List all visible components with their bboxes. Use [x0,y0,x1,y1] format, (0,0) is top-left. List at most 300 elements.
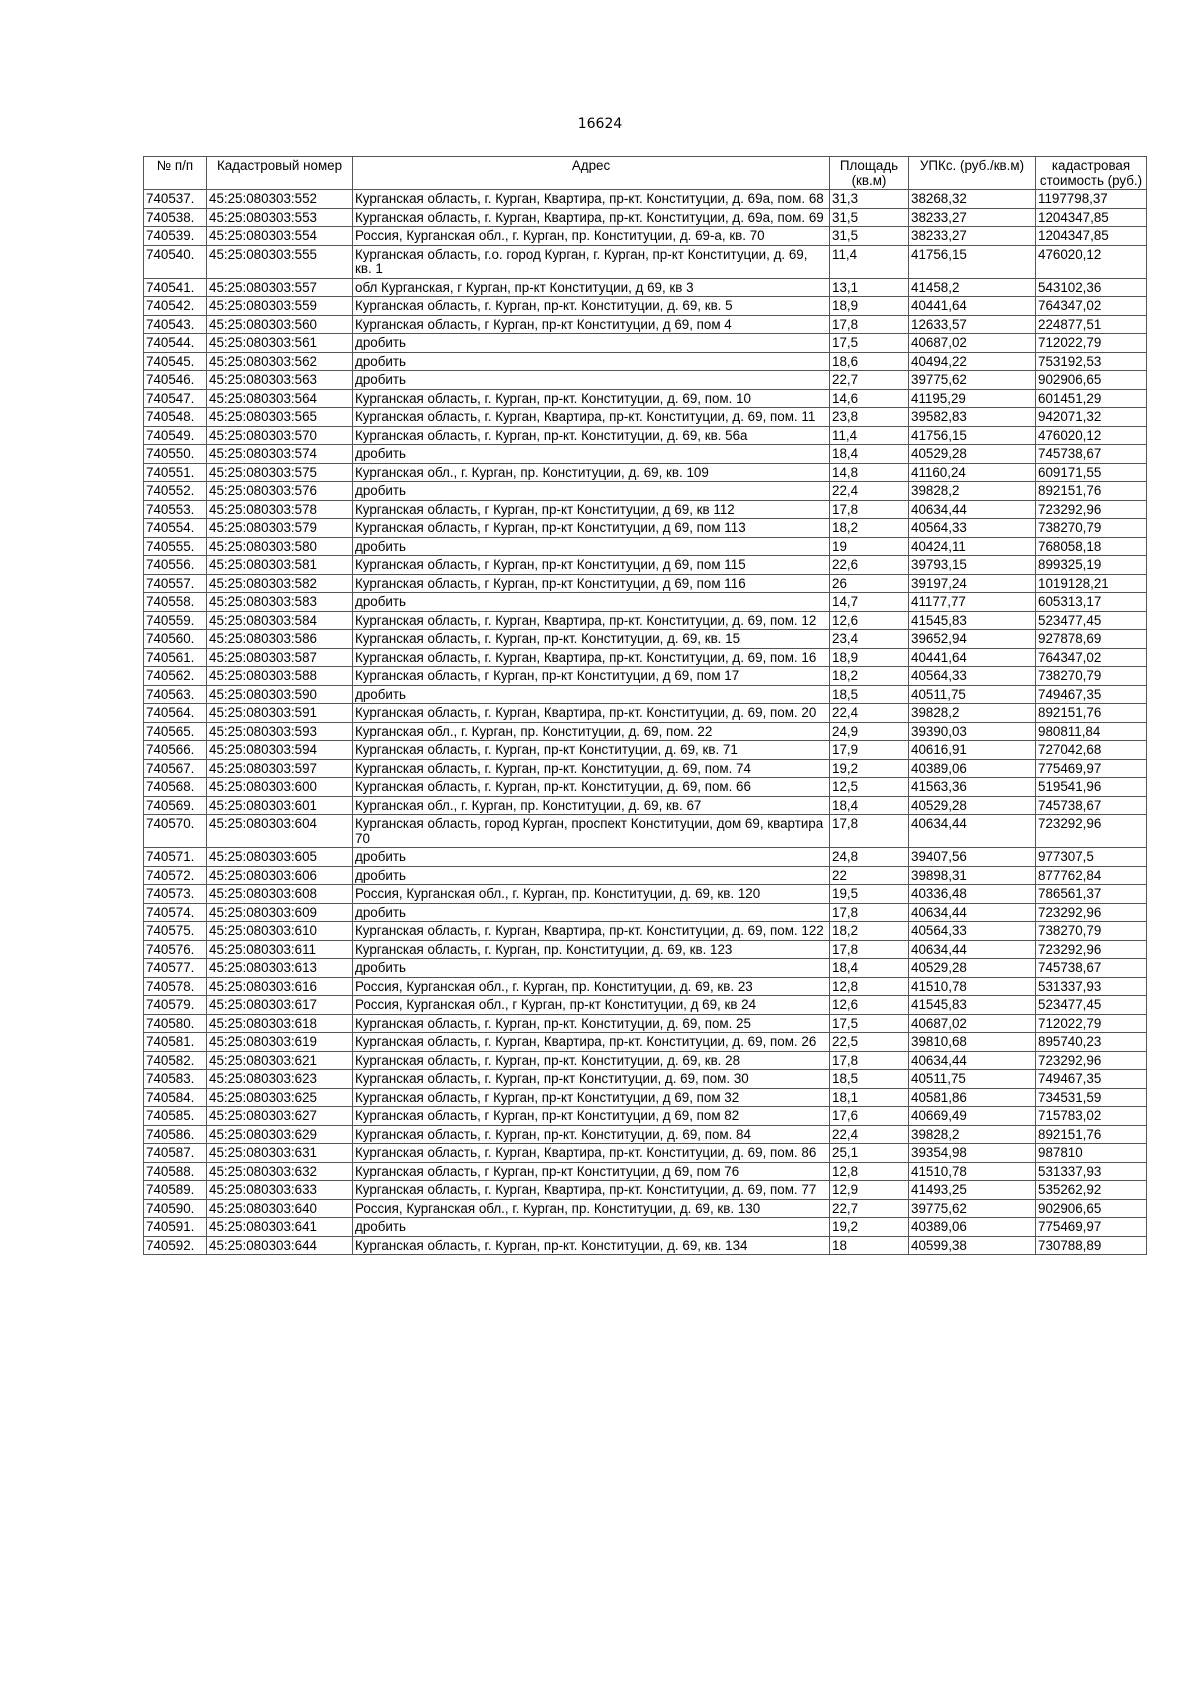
address-cell: дробить [353,371,830,390]
row-number-cell: 740570. [144,815,207,848]
cadastral-value-cell: 1204347,85 [1036,227,1147,246]
address-cell: дробить [353,848,830,867]
area-cell: 19,2 [830,759,909,778]
table-row [144,408,1147,427]
cadastral-number-cell: 45:25:080303:633 [207,1181,353,1200]
area-cell: 12,5 [830,778,909,797]
cadastral-value-cell: 535262,92 [1036,1181,1147,1200]
specific-value-cell: 40389,06 [909,759,1036,778]
row-number-cell: 740588. [144,1162,207,1181]
cadastral-value-cell: 734531,59 [1036,1088,1147,1107]
address-cell: Россия, Курганская обл., г. Курган, пр. Конституции, д. 69, кв. 23 [353,977,830,996]
area-cell: 31,5 [830,208,909,227]
cadastral-number-cell: 45:25:080303:553 [207,208,353,227]
specific-value-cell: 40564,33 [909,519,1036,538]
specific-value-cell: 40599,38 [909,1236,1036,1255]
specific-value-cell: 40564,33 [909,667,1036,686]
table-row [144,537,1147,556]
address-cell: Курганская область, г. Курган, пр-кт. Конституции, д. 69, кв. 5 [353,297,830,316]
header-row [144,157,1147,190]
row-number-cell: 740566. [144,741,207,760]
cadastral-value-cell: 224877,51 [1036,315,1147,334]
area-cell: 18,4 [830,959,909,978]
area-cell: 18,4 [830,445,909,464]
specific-value-cell: 39775,62 [909,371,1036,390]
cadastral-number-cell: 45:25:080303:582 [207,574,353,593]
address-cell: Курганская область, г Курган, пр-кт Конституции, д 69, кв 112 [353,500,830,519]
address-cell: Курганская область, г. Курган, пр-кт Конституции, д. 69, пом. 30 [353,1070,830,1089]
specific-value-cell: 40441,64 [909,297,1036,316]
specific-value-cell: 41458,2 [909,278,1036,297]
cadastral-number-cell: 45:25:080303:593 [207,722,353,741]
table-row [144,278,1147,297]
specific-value-cell: 38233,27 [909,227,1036,246]
area-cell: 19 [830,537,909,556]
cadastral-number-cell: 45:25:080303:560 [207,315,353,334]
specific-value-cell: 40687,02 [909,1014,1036,1033]
row-number-cell: 740575. [144,922,207,941]
row-number-cell: 740586. [144,1125,207,1144]
cadastral-number-cell: 45:25:080303:586 [207,630,353,649]
table-row [144,463,1147,482]
address-cell: Курганская область, г. Курган, пр-кт. Конституции, д. 69, кв. 28 [353,1051,830,1070]
address-cell: Курганская область, г Курган, пр-кт Конституции, д 69, пом 76 [353,1162,830,1181]
table-row [144,1144,1147,1163]
cadastral-number-cell: 45:25:080303:588 [207,667,353,686]
area-cell: 24,8 [830,848,909,867]
cadastral-table [143,156,1147,1255]
area-cell: 14,6 [830,389,909,408]
specific-value-cell: 39407,56 [909,848,1036,867]
specific-value-cell: 40634,44 [909,1051,1036,1070]
area-cell: 17,5 [830,1014,909,1033]
cadastral-number-cell: 45:25:080303:644 [207,1236,353,1255]
specific-value-cell: 39828,2 [909,1125,1036,1144]
area-cell: 17,9 [830,741,909,760]
cadastral-number-cell: 45:25:080303:564 [207,389,353,408]
cadastral-value-cell: 738270,79 [1036,667,1147,686]
address-cell: Курганская область, г. Курган, Квартира, пр-кт. Конституции, д. 69а, пом. 69 [353,208,830,227]
table-row [144,1125,1147,1144]
cadastral-number-cell: 45:25:080303:570 [207,426,353,445]
specific-value-cell: 40616,91 [909,741,1036,760]
cadastral-value-cell: 1019128,21 [1036,574,1147,593]
address-cell: Курганская область, г. Курган, Квартира, пр-кт. Конституции, д. 69, пом. 12 [353,611,830,630]
header-cadastral-number: Кадастровый номер [207,157,353,190]
table-row [144,334,1147,353]
cadastral-value-cell: 977307,5 [1036,848,1147,867]
cadastral-value-cell: 712022,79 [1036,334,1147,353]
row-number-cell: 740550. [144,445,207,464]
cadastral-value-cell: 727042,68 [1036,741,1147,760]
row-number-cell: 740567. [144,759,207,778]
table-row [144,352,1147,371]
table-row [144,1088,1147,1107]
cadastral-value-cell: 723292,96 [1036,815,1147,848]
specific-value-cell: 40634,44 [909,815,1036,848]
cadastral-value-cell: 712022,79 [1036,1014,1147,1033]
row-number-cell: 740580. [144,1014,207,1033]
row-number-cell: 740579. [144,996,207,1015]
cadastral-number-cell: 45:25:080303:578 [207,500,353,519]
cadastral-value-cell: 523477,45 [1036,611,1147,630]
table-row [144,208,1147,227]
area-cell: 22,7 [830,1199,909,1218]
address-cell: дробить [353,537,830,556]
cadastral-number-cell: 45:25:080303:587 [207,648,353,667]
address-cell: Россия, Курганская обл., г. Курган, пр. Конституции, д. 69, кв. 130 [353,1199,830,1218]
cadastral-value-cell: 723292,96 [1036,903,1147,922]
specific-value-cell: 39197,24 [909,574,1036,593]
cadastral-number-cell: 45:25:080303:609 [207,903,353,922]
cadastral-value-cell: 927878,69 [1036,630,1147,649]
cadastral-value-cell: 899325,19 [1036,556,1147,575]
cadastral-value-cell: 902906,65 [1036,1199,1147,1218]
cadastral-value-cell: 531337,93 [1036,1162,1147,1181]
cadastral-number-cell: 45:25:080303:552 [207,190,353,209]
row-number-cell: 740562. [144,667,207,686]
specific-value-cell: 39810,68 [909,1033,1036,1052]
row-number-cell: 740568. [144,778,207,797]
table-row [144,611,1147,630]
table-row [144,922,1147,941]
address-cell: Курганская область, г. Курган, Квартира, пр-кт. Конституции, д. 69, пом. 26 [353,1033,830,1052]
table-row [144,297,1147,316]
cadastral-value-cell: 519541,96 [1036,778,1147,797]
cadastral-value-cell: 775469,97 [1036,1218,1147,1237]
cadastral-value-cell: 764347,02 [1036,297,1147,316]
cadastral-value-cell: 723292,96 [1036,940,1147,959]
cadastral-value-cell: 895740,23 [1036,1033,1147,1052]
cadastral-value-cell: 543102,36 [1036,278,1147,297]
row-number-cell: 740537. [144,190,207,209]
row-number-cell: 740548. [144,408,207,427]
area-cell: 18 [830,1236,909,1255]
specific-value-cell: 40529,28 [909,445,1036,464]
area-cell: 17,8 [830,815,909,848]
cadastral-value-cell: 786561,37 [1036,885,1147,904]
cadastral-value-cell: 715783,02 [1036,1107,1147,1126]
row-number-cell: 740576. [144,940,207,959]
cadastral-number-cell: 45:25:080303:554 [207,227,353,246]
specific-value-cell: 40669,49 [909,1107,1036,1126]
address-cell: Курганская область, г. Курган, пр-кт. Конституции, д. 69, пом. 25 [353,1014,830,1033]
area-cell: 18,9 [830,297,909,316]
cadastral-value-cell: 892151,76 [1036,704,1147,723]
cadastral-number-cell: 45:25:080303:601 [207,796,353,815]
address-cell: обл Курганская, г Курган, пр-кт Конституции, д 69, кв 3 [353,278,830,297]
cadastral-number-cell: 45:25:080303:629 [207,1125,353,1144]
cadastral-value-cell: 902906,65 [1036,371,1147,390]
table-row [144,245,1147,278]
row-number-cell: 740583. [144,1070,207,1089]
specific-value-cell: 39390,03 [909,722,1036,741]
cadastral-number-cell: 45:25:080303:617 [207,996,353,1015]
address-cell: Курганская область, г. Курган, пр-кт. Конституции, д. 69, кв. 134 [353,1236,830,1255]
address-cell: дробить [353,334,830,353]
cadastral-number-cell: 45:25:080303:590 [207,685,353,704]
address-cell: дробить [353,352,830,371]
row-number-cell: 740581. [144,1033,207,1052]
specific-value-cell: 40441,64 [909,648,1036,667]
table-row [144,903,1147,922]
area-cell: 22,4 [830,704,909,723]
cadastral-number-cell: 45:25:080303:584 [207,611,353,630]
specific-value-cell: 41545,83 [909,611,1036,630]
cadastral-number-cell: 45:25:080303:616 [207,977,353,996]
row-number-cell: 740556. [144,556,207,575]
row-number-cell: 740544. [144,334,207,353]
specific-value-cell: 40634,44 [909,500,1036,519]
cadastral-value-cell: 942071,32 [1036,408,1147,427]
area-cell: 22,5 [830,1033,909,1052]
area-cell: 12,9 [830,1181,909,1200]
address-cell: Курганская область, г. Курган, Квартира, пр-кт. Конституции, д. 69, пом. 122 [353,922,830,941]
area-cell: 18,2 [830,922,909,941]
specific-value-cell: 41160,24 [909,463,1036,482]
address-cell: дробить [353,959,830,978]
page-number: 16624 [577,116,623,132]
row-number-cell: 740565. [144,722,207,741]
row-number-cell: 740561. [144,648,207,667]
cadastral-number-cell: 45:25:080303:640 [207,1199,353,1218]
address-cell: Курганская область, г. Курган, пр-кт Конституции, д. 69, кв. 71 [353,741,830,760]
table-row [144,1162,1147,1181]
cadastral-number-cell: 45:25:080303:561 [207,334,353,353]
specific-value-cell: 40529,28 [909,796,1036,815]
specific-value-cell: 40511,75 [909,1070,1036,1089]
area-cell: 22,4 [830,482,909,501]
table-row [144,1199,1147,1218]
specific-value-cell: 39898,31 [909,866,1036,885]
cadastral-value-cell: 892151,76 [1036,1125,1147,1144]
specific-value-cell: 38233,27 [909,208,1036,227]
specific-value-cell: 39652,94 [909,630,1036,649]
row-number-cell: 740560. [144,630,207,649]
address-cell: Курганская область, г. Курган, пр. Конституции, д. 69, кв. 123 [353,940,830,959]
row-number-cell: 740591. [144,1218,207,1237]
cadastral-number-cell: 45:25:080303:627 [207,1107,353,1126]
address-cell: Курганская область, г Курган, пр-кт Конституции, д 69, пом 4 [353,315,830,334]
area-cell: 24,9 [830,722,909,741]
address-cell: дробить [353,685,830,704]
cadastral-number-cell: 45:25:080303:594 [207,741,353,760]
specific-value-cell: 39828,2 [909,482,1036,501]
cadastral-number-cell: 45:25:080303:641 [207,1218,353,1237]
cadastral-value-cell: 730788,89 [1036,1236,1147,1255]
row-number-cell: 740573. [144,885,207,904]
area-cell: 26 [830,574,909,593]
row-number-cell: 740555. [144,537,207,556]
table-row [144,885,1147,904]
address-cell: Курганская область, г. Курган, Квартира, пр-кт. Конституции, д. 69, пом. 77 [353,1181,830,1200]
header-specific-value: УПКс. (руб./кв.м) [909,157,1036,190]
specific-value-cell: 41756,15 [909,426,1036,445]
table-row [144,977,1147,996]
area-cell: 12,6 [830,996,909,1015]
cadastral-number-cell: 45:25:080303:576 [207,482,353,501]
row-number-cell: 740559. [144,611,207,630]
table-row [144,1236,1147,1255]
specific-value-cell: 40634,44 [909,940,1036,959]
row-number-cell: 740584. [144,1088,207,1107]
area-cell: 31,5 [830,227,909,246]
cadastral-value-cell: 609171,55 [1036,463,1147,482]
table-row [144,371,1147,390]
specific-value-cell: 40389,06 [909,1218,1036,1237]
area-cell: 18,6 [830,352,909,371]
row-number-cell: 740547. [144,389,207,408]
specific-value-cell: 39354,98 [909,1144,1036,1163]
specific-value-cell: 41195,29 [909,389,1036,408]
area-cell: 17,6 [830,1107,909,1126]
table-row [144,778,1147,797]
specific-value-cell: 41493,25 [909,1181,1036,1200]
address-cell: Курганская область, г Курган, пр-кт Конституции, д 69, пом 32 [353,1088,830,1107]
area-cell: 22,7 [830,371,909,390]
row-number-cell: 740549. [144,426,207,445]
cadastral-number-cell: 45:25:080303:625 [207,1088,353,1107]
row-number-cell: 740587. [144,1144,207,1163]
area-cell: 17,8 [830,500,909,519]
specific-value-cell: 40424,11 [909,537,1036,556]
cadastral-value-cell: 753192,53 [1036,352,1147,371]
table-row [144,1218,1147,1237]
row-number-cell: 740545. [144,352,207,371]
address-cell: Курганская область, г Курган, пр-кт Конституции, д 69, пом 82 [353,1107,830,1126]
area-cell: 18,2 [830,519,909,538]
cadastral-value-cell: 877762,84 [1036,866,1147,885]
table-row [144,1051,1147,1070]
specific-value-cell: 41545,83 [909,996,1036,1015]
row-number-cell: 740590. [144,1199,207,1218]
area-cell: 11,4 [830,245,909,278]
row-number-cell: 740539. [144,227,207,246]
area-cell: 23,8 [830,408,909,427]
address-cell: Курганская область, г. Курган, Квартира, пр-кт. Конституции, д. 69, пом. 11 [353,408,830,427]
table-row [144,227,1147,246]
area-cell: 18,9 [830,648,909,667]
table-row [144,574,1147,593]
cadastral-value-cell: 476020,12 [1036,426,1147,445]
cadastral-value-cell: 892151,76 [1036,482,1147,501]
area-cell: 22,6 [830,556,909,575]
cadastral-number-cell: 45:25:080303:605 [207,848,353,867]
area-cell: 14,8 [830,463,909,482]
specific-value-cell: 38268,32 [909,190,1036,209]
table-row [144,1107,1147,1126]
area-cell: 17,5 [830,334,909,353]
table-row [144,482,1147,501]
area-cell: 18,4 [830,796,909,815]
address-cell: Курганская область, г Курган, пр-кт Конституции, д 69, пом 116 [353,574,830,593]
row-number-cell: 740552. [144,482,207,501]
table-row [144,556,1147,575]
cadastral-number-cell: 45:25:080303:606 [207,866,353,885]
specific-value-cell: 40634,44 [909,903,1036,922]
cadastral-value-cell: 775469,97 [1036,759,1147,778]
row-number-cell: 740564. [144,704,207,723]
specific-value-cell: 40687,02 [909,334,1036,353]
area-cell: 18,5 [830,685,909,704]
cadastral-value-cell: 745738,67 [1036,959,1147,978]
address-cell: Курганская область, г. Курган, Квартира, пр-кт. Конституции, д. 69, пом. 16 [353,648,830,667]
table-row [144,630,1147,649]
specific-value-cell: 41510,78 [909,977,1036,996]
cadastral-number-cell: 45:25:080303:621 [207,1051,353,1070]
cadastral-value-cell: 1204347,85 [1036,208,1147,227]
area-cell: 31,3 [830,190,909,209]
table-row [144,190,1147,209]
address-cell: Курганская область, г. Курган, пр-кт. Конституции, д. 69, пом. 10 [353,389,830,408]
specific-value-cell: 39793,15 [909,556,1036,575]
row-number-cell: 740574. [144,903,207,922]
cadastral-value-cell: 749467,35 [1036,685,1147,704]
specific-value-cell: 41510,78 [909,1162,1036,1181]
address-cell: Курганская обл., г. Курган, пр. Конституции, д. 69, пом. 22 [353,722,830,741]
cadastral-number-cell: 45:25:080303:563 [207,371,353,390]
cadastral-number-cell: 45:25:080303:611 [207,940,353,959]
cadastral-number-cell: 45:25:080303:604 [207,815,353,848]
area-cell: 18,2 [830,667,909,686]
row-number-cell: 740582. [144,1051,207,1070]
row-number-cell: 740546. [144,371,207,390]
table-row [144,648,1147,667]
cadastral-number-cell: 45:25:080303:579 [207,519,353,538]
table-row [144,389,1147,408]
cadastral-number-cell: 45:25:080303:632 [207,1162,353,1181]
table-row [144,1033,1147,1052]
table-row [144,759,1147,778]
header-row-number: № п/п [144,157,207,190]
cadastral-number-cell: 45:25:080303:610 [207,922,353,941]
area-cell: 12,8 [830,977,909,996]
row-number-cell: 740585. [144,1107,207,1126]
cadastral-value-cell: 738270,79 [1036,519,1147,538]
row-number-cell: 740572. [144,866,207,885]
area-cell: 19,5 [830,885,909,904]
area-cell: 12,8 [830,1162,909,1181]
address-cell: Курганская область, г. Курган, Квартира, пр-кт. Конституции, д. 69, пом. 86 [353,1144,830,1163]
address-cell: Курганская область, город Курган, проспект Конституции, дом 69, квартира 70 [353,815,830,848]
cadastral-value-cell: 987810 [1036,1144,1147,1163]
table-row [144,667,1147,686]
header-cadastral-value: кадастровая стоимость (руб.) [1036,157,1147,190]
area-cell: 17,8 [830,1051,909,1070]
row-number-cell: 740554. [144,519,207,538]
specific-value-cell: 39828,2 [909,704,1036,723]
area-cell: 17,8 [830,315,909,334]
table-row [144,1070,1147,1089]
area-cell: 13,1 [830,278,909,297]
row-number-cell: 740577. [144,959,207,978]
address-cell: дробить [353,482,830,501]
table-row [144,996,1147,1015]
cadastral-number-cell: 45:25:080303:575 [207,463,353,482]
address-cell: Курганская область, г. Курган, пр-кт. Конституции, д. 69, кв. 56а [353,426,830,445]
cadastral-value-cell: 723292,96 [1036,1051,1147,1070]
cadastral-number-cell: 45:25:080303:555 [207,245,353,278]
cadastral-value-cell: 745738,67 [1036,445,1147,464]
area-cell: 22,4 [830,1125,909,1144]
row-number-cell: 740540. [144,245,207,278]
specific-value-cell: 41177,77 [909,593,1036,612]
table-row [144,315,1147,334]
address-cell: Курганская область, г.о. город Курган, г. Курган, пр-кт Конституции, д. 69, кв. 1 [353,245,830,278]
cadastral-value-cell: 980811,84 [1036,722,1147,741]
area-cell: 22 [830,866,909,885]
cadastral-number-cell: 45:25:080303:619 [207,1033,353,1052]
